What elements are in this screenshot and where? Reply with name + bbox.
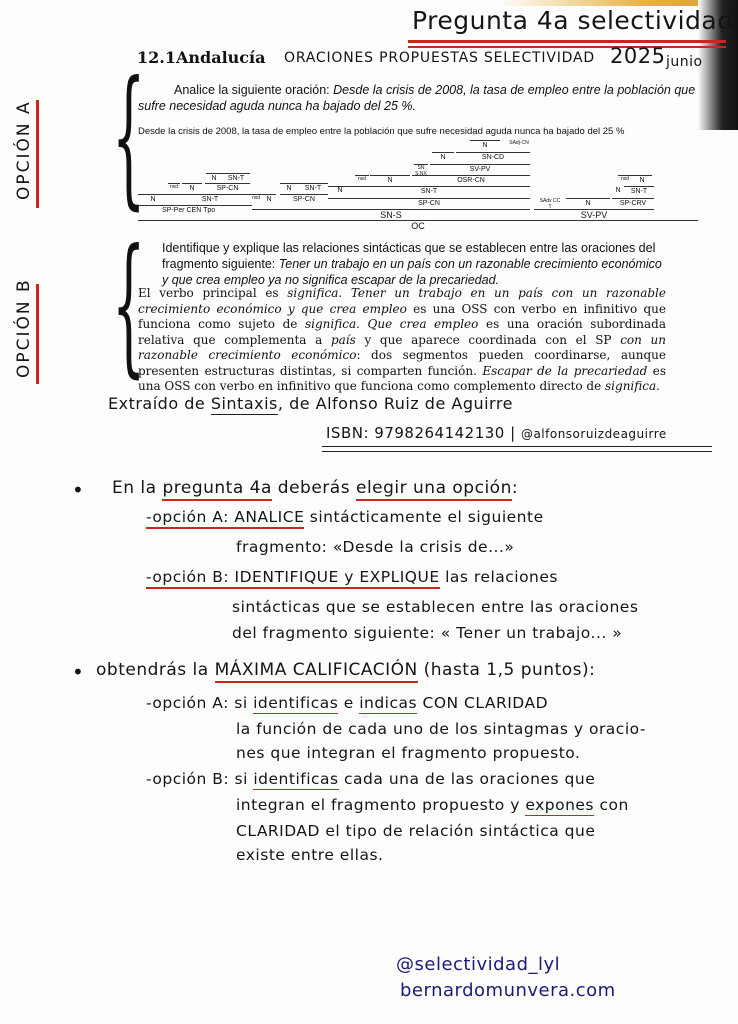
note-line: integran el fragmento propuesto y expones con <box>236 796 629 814</box>
isbn-underline <box>322 446 712 447</box>
prompt-lead: Identifique y explique las relaciones sintácticas que se establecen entre las oraciones del fragmento siguiente: <box>162 241 656 271</box>
tree-node: nxd <box>251 195 261 201</box>
note-line: existe entre ellas. <box>236 846 384 864</box>
brace-b-icon: { <box>112 218 146 392</box>
tree-node: SN-T <box>298 183 328 193</box>
note-line: sintácticas que se establecen entre las oraciones <box>232 598 639 616</box>
prompt-sentence: Tener un trabajo en un país con un razonable crecimiento económico y que crea empleo ya no significa escapar de la precariedad. <box>162 257 662 287</box>
tree-node: N <box>370 175 410 185</box>
book-author: , de Alfonso Ruiz de Aguirre <box>277 394 513 413</box>
prompt-lead: Analice la siguiente oración: <box>174 83 330 97</box>
tree-node: N <box>182 183 202 193</box>
note-line: nes que integran el fragmento propuesto. <box>236 744 581 762</box>
book-title: Sintaxis <box>210 394 278 413</box>
footer-handle: @selectividad_lyl <box>396 954 561 975</box>
side-label-option-a: OPCIÓN A <box>14 100 34 200</box>
month: junio <box>666 54 703 70</box>
note-line: -opción A: ANALICE sintácticamente el siguiente <box>146 508 544 526</box>
source-line <box>108 394 513 413</box>
bullet-icon: • <box>72 660 85 684</box>
tree-node: nxd <box>618 175 632 182</box>
note-line: CLARIDAD el tipo de relación sintáctica que <box>236 822 596 840</box>
bullet-icon: • <box>72 478 85 502</box>
tree-node: SV-PV <box>534 209 654 221</box>
subtitle: ORACIONES PROPUESTAS SELECTIVIDAD <box>284 50 595 66</box>
tree-node: SN S.NX <box>415 165 427 177</box>
tree-node: SN-T <box>328 186 530 196</box>
side-label-option-b: OPCIÓN B <box>14 278 34 378</box>
tree-node: N <box>566 198 610 208</box>
tree-node: N <box>470 140 500 150</box>
note-line: del fragmento siguiente: « Tener un trabajo... » <box>232 624 623 642</box>
note-line: la función de cada uno de los sintagmas y oracio- <box>236 720 647 738</box>
tree-node: OSR-CN <box>412 175 530 185</box>
tree-node: N <box>262 194 276 204</box>
tree-node: SV-PV <box>430 164 530 174</box>
tree-node: SAdj-CN <box>509 140 529 146</box>
tree-node: SN-T <box>222 173 250 183</box>
tree-node: nxd <box>169 184 179 190</box>
tree-node: SP-CRV <box>612 198 654 208</box>
note-line: obtendrás la MÁXIMA CALIFICACIÓN (hasta 1,5 puntos): <box>96 660 595 680</box>
tree-node: SN-S <box>252 209 530 221</box>
note-line: -opción B: IDENTIFIQUE y EXPLIQUE las relaciones <box>146 568 558 586</box>
note-line: -opción B: si identificas cada una de las oraciones que <box>146 770 596 788</box>
tree-node: N <box>615 187 621 194</box>
isbn: ISBN: 9798264142130 <box>326 424 505 442</box>
tree-node: SP-CN <box>205 183 250 193</box>
tree-node: SN-T <box>624 186 654 196</box>
tree-node: N <box>280 183 298 193</box>
tree-node: nxd <box>355 175 369 182</box>
tree-node: SP-CN <box>328 198 530 208</box>
year: 2025 <box>610 44 666 68</box>
tree-node: SP-CN <box>280 194 328 204</box>
source-label: Extraído de <box>108 394 206 413</box>
prompt-sentence: Desde la crisis de 2008, la tasa de empleo entre la población que sufre necesidad aguda nunca ha bajado del 25 %. <box>138 83 696 113</box>
tree-node: N <box>138 194 168 204</box>
side-label-b-underline <box>36 284 39 384</box>
tree-node: SP-Per CEN Tpo <box>138 205 252 215</box>
page-title: Pregunta 4a selectividad <box>412 6 734 35</box>
section-name: Andalucía <box>175 48 266 67</box>
tree-node: N <box>632 175 652 185</box>
tree-node: N <box>337 187 343 194</box>
note-line: En la pregunta 4a deberás elegir una opción: <box>112 478 518 498</box>
isbn-underline-2 <box>322 451 712 452</box>
tree-node: N <box>432 152 454 162</box>
syntax-tree <box>0 0 738 235</box>
brace-a-icon: { <box>112 50 146 224</box>
note-line: fragmento: «Desde la crisis de...» <box>236 538 515 556</box>
option-b-answer: El verbo principal es significa. Tener un trabajo en un país con un razonable crecimiento económico y que crea empleo es una OSS con verbo en infinitivo que funciona como sujeto de significa. Que crea empleo es una oración subordinada relativa que complementa a país y que aparece coordinada con el SP con un razonable crecimiento económico: dos segmentos pueden coordinarse, aunque presenten estructuras distintas, si comparten función. Escapar de la precariedad es una OSS con verbo en infinitivo que funciona como complemento directo de significa. <box>138 286 667 393</box>
tree-node: SAdv CC T <box>539 198 561 210</box>
section-number: 12.1 <box>137 48 176 67</box>
tree-sentence: Desde la crisis de 2008, la tasa de empleo entre la población que sufre necesidad aguda nunca ha bajado del 25 % <box>138 126 625 137</box>
isbn-line: ISBN: 9798264142130 | @alfonsoruizdeaguirre <box>326 424 667 442</box>
author-handle: @alfonsoruizdeaguirre <box>520 427 667 441</box>
tree-node: OC <box>138 220 698 232</box>
tree-node: SN-T <box>168 194 252 204</box>
tree-node: SN-CD <box>456 152 530 162</box>
tree-node: N <box>206 173 222 183</box>
note-line: -opción A: si identificas e indicas CON CLARIDAD <box>146 694 549 712</box>
option-b-prompt <box>162 240 662 288</box>
footer-site[interactable]: bernardomunvera.com <box>400 980 616 1001</box>
